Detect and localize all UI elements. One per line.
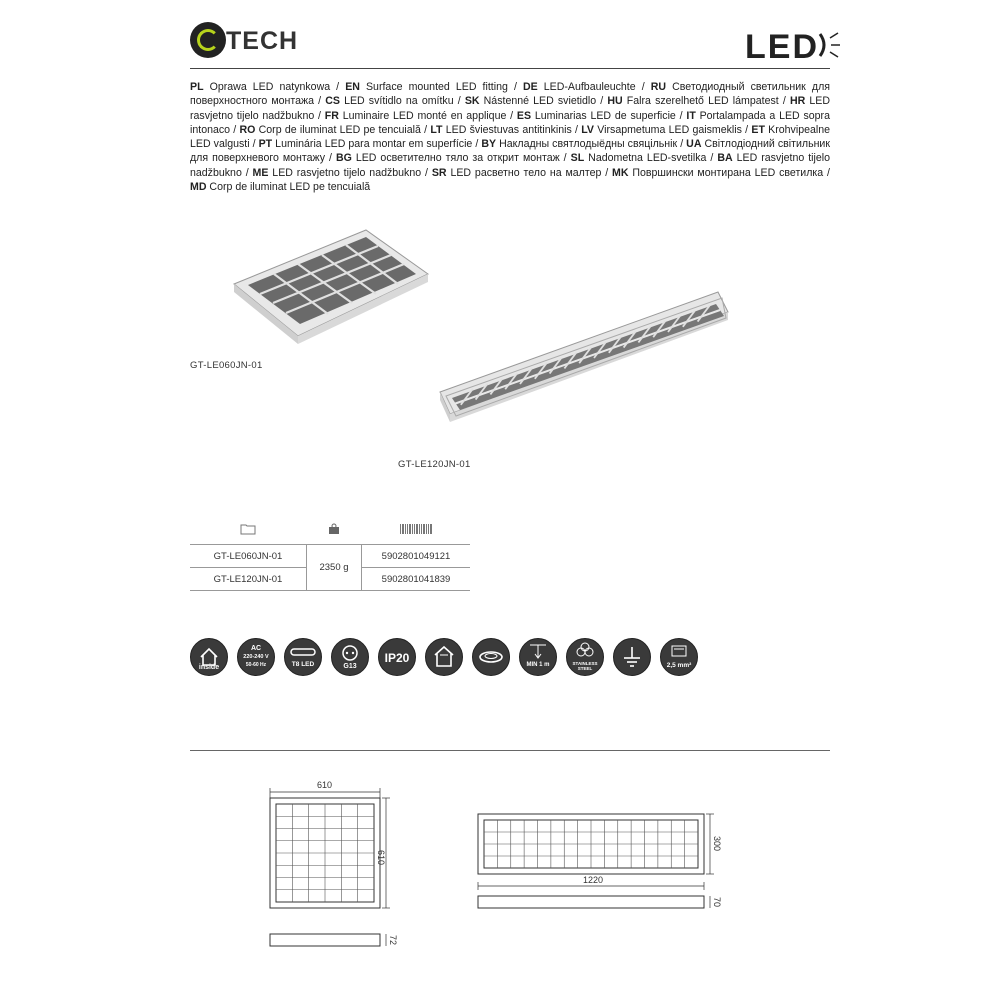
- language-code: EN: [345, 81, 360, 93]
- folder-icon: [240, 523, 256, 535]
- language-text: Falra szerelhető LED lámpatest /: [622, 95, 790, 108]
- stainless-steel-icon: [566, 638, 604, 676]
- dim-small-width: 610: [317, 780, 333, 790]
- feature-sub-label: 50-60 Hz: [245, 662, 267, 668]
- language-code: ME: [252, 166, 269, 179]
- language-code: HU: [607, 95, 623, 108]
- spec-row-model: GT-LE060JN-01: [190, 545, 307, 568]
- g13-socket-icon: [331, 638, 369, 676]
- language-text: Virsapmetuma LED gaismeklis /: [594, 123, 752, 136]
- language-text: LED rasvjetno tijelo nadžbukno /: [190, 152, 831, 179]
- language-text: LED rasvjetno tijelo nadžbukno /: [190, 95, 831, 122]
- feature-sub-label: 220-240 V: [243, 654, 269, 660]
- language-code: FR: [324, 109, 339, 122]
- language-text: Накладны святлодыёдны свяцільнік /: [496, 138, 687, 151]
- language-text: Corp de iluminat LED pe tencuială: [206, 181, 371, 194]
- led-rays-icon: [818, 30, 842, 60]
- spec-row-model: GT-LE120JN-01: [190, 568, 307, 591]
- language-code: HR: [789, 95, 806, 108]
- language-code: RU: [650, 81, 667, 93]
- ceiling-mount-icon: [472, 638, 510, 676]
- language-text: Surface mounted LED fitting /: [359, 81, 523, 93]
- language-text: Luminária LED para montar em superfície /: [272, 138, 482, 151]
- language-text: Nástenné LED svietidlo /: [479, 95, 608, 108]
- multilingual-description: [190, 80, 830, 194]
- language-code: SL: [570, 152, 585, 165]
- feature-label: STAINLESS STEEL: [572, 661, 598, 671]
- ip20-icon: [378, 638, 416, 676]
- language-text: Светодиодный светильник для поверхностного монтажа /: [190, 81, 830, 108]
- language-code: PT: [258, 138, 273, 151]
- spec-table: [190, 516, 470, 591]
- language-code: ET: [751, 123, 765, 136]
- min-distance-icon: [519, 638, 557, 676]
- dimension-drawing-small: [262, 776, 402, 956]
- dimension-drawing-large: [472, 808, 732, 918]
- spec-weight-value: 2350 g: [307, 545, 362, 591]
- weight-icon: [328, 523, 340, 535]
- language-code: DE: [522, 81, 538, 93]
- language-text: Oprawa LED natynkowa /: [203, 81, 346, 93]
- language-code: RO: [239, 123, 256, 136]
- t8-led-tube-icon: [284, 638, 322, 676]
- feature-label: IP20: [384, 651, 410, 665]
- feature-icons-row: [190, 638, 690, 678]
- brand-logo: [190, 22, 320, 62]
- language-code: UA: [686, 138, 702, 151]
- language-code: LT: [430, 123, 443, 136]
- language-code: BA: [717, 152, 733, 165]
- language-text: LED rasvjetno tijelo nadžbukno /: [268, 166, 432, 179]
- language-code: IT: [686, 109, 696, 122]
- feature-label: T8 LED: [291, 661, 315, 668]
- dim-large-height: 70: [712, 897, 722, 908]
- feature-label: AC: [250, 645, 262, 652]
- inside-house-icon: [190, 638, 228, 676]
- spec-header-weight: [307, 516, 362, 545]
- language-code: SR: [431, 166, 447, 179]
- feature-label: G13: [343, 663, 357, 670]
- product-image-small: [228, 222, 434, 350]
- led-heading: LED: [745, 28, 819, 66]
- language-code: BY: [481, 138, 497, 151]
- spec-header-model: [190, 516, 307, 545]
- language-text: LED расветно тело на малтер /: [446, 166, 613, 179]
- wire-section-icon: [660, 638, 698, 676]
- section-divider: [190, 750, 830, 751]
- language-text: LED-Aufbauleuchte /: [537, 81, 651, 93]
- dim-large-depth: 300: [712, 836, 722, 852]
- dim-large-width: 1220: [583, 875, 604, 885]
- language-code: LV: [581, 123, 595, 136]
- language-text: LED šviestuvas antitinkinis /: [442, 123, 582, 136]
- product-caption-small: GT-LE060JN-01: [190, 360, 263, 371]
- product-caption-large: GT-LE120JN-01: [398, 459, 471, 470]
- language-code: MK: [612, 166, 629, 179]
- dim-small-height: 72: [388, 935, 398, 946]
- barcode-icon: [399, 523, 433, 535]
- language-text: Portalampada a LED sopra intonaco /: [190, 109, 830, 136]
- language-code: PL: [190, 81, 204, 93]
- spec-row-ean: 5902801041839: [362, 568, 471, 591]
- language-text: Luminaire LED monté en applique /: [338, 109, 517, 122]
- language-text: Світлодіодний світильник для поверхневого монтажу /: [190, 138, 830, 165]
- language-code: BG: [335, 152, 352, 165]
- language-text: Nadometna LED-svetilka /: [584, 152, 718, 165]
- feature-label: inside: [198, 664, 220, 671]
- surface-mount-house-icon: [425, 638, 463, 676]
- language-text: LED осветително тяло за открит монтаж /: [351, 152, 571, 165]
- language-text: LED svítidlo na omítku /: [339, 95, 465, 108]
- brand-logo-text: TECH: [226, 27, 299, 55]
- ac-voltage-icon: [237, 638, 275, 676]
- feature-label: MIN 1 m: [526, 662, 550, 668]
- feature-label: 2,5 mm²: [666, 662, 692, 669]
- product-image-large: [436, 282, 746, 442]
- header-divider: [190, 68, 830, 69]
- language-code: MD: [190, 181, 207, 194]
- language-code: ES: [516, 109, 532, 122]
- dim-small-depth: 610: [376, 850, 386, 866]
- language-text: Површински монтирана LED светилка /: [628, 166, 830, 179]
- language-text: Luminarias LED de superficie /: [531, 109, 687, 122]
- ground-symbol-icon: [613, 638, 651, 676]
- spec-row-ean: 5902801049121: [362, 545, 471, 568]
- gtech-g-logo-icon: [190, 22, 226, 58]
- language-code: SK: [464, 95, 480, 108]
- language-text: Krohvipealne LED valgusti /: [190, 123, 831, 151]
- language-text: Corp de iluminat LED pe tencuială /: [255, 123, 431, 136]
- spec-header-ean: [362, 516, 471, 545]
- language-code: CS: [325, 95, 340, 108]
